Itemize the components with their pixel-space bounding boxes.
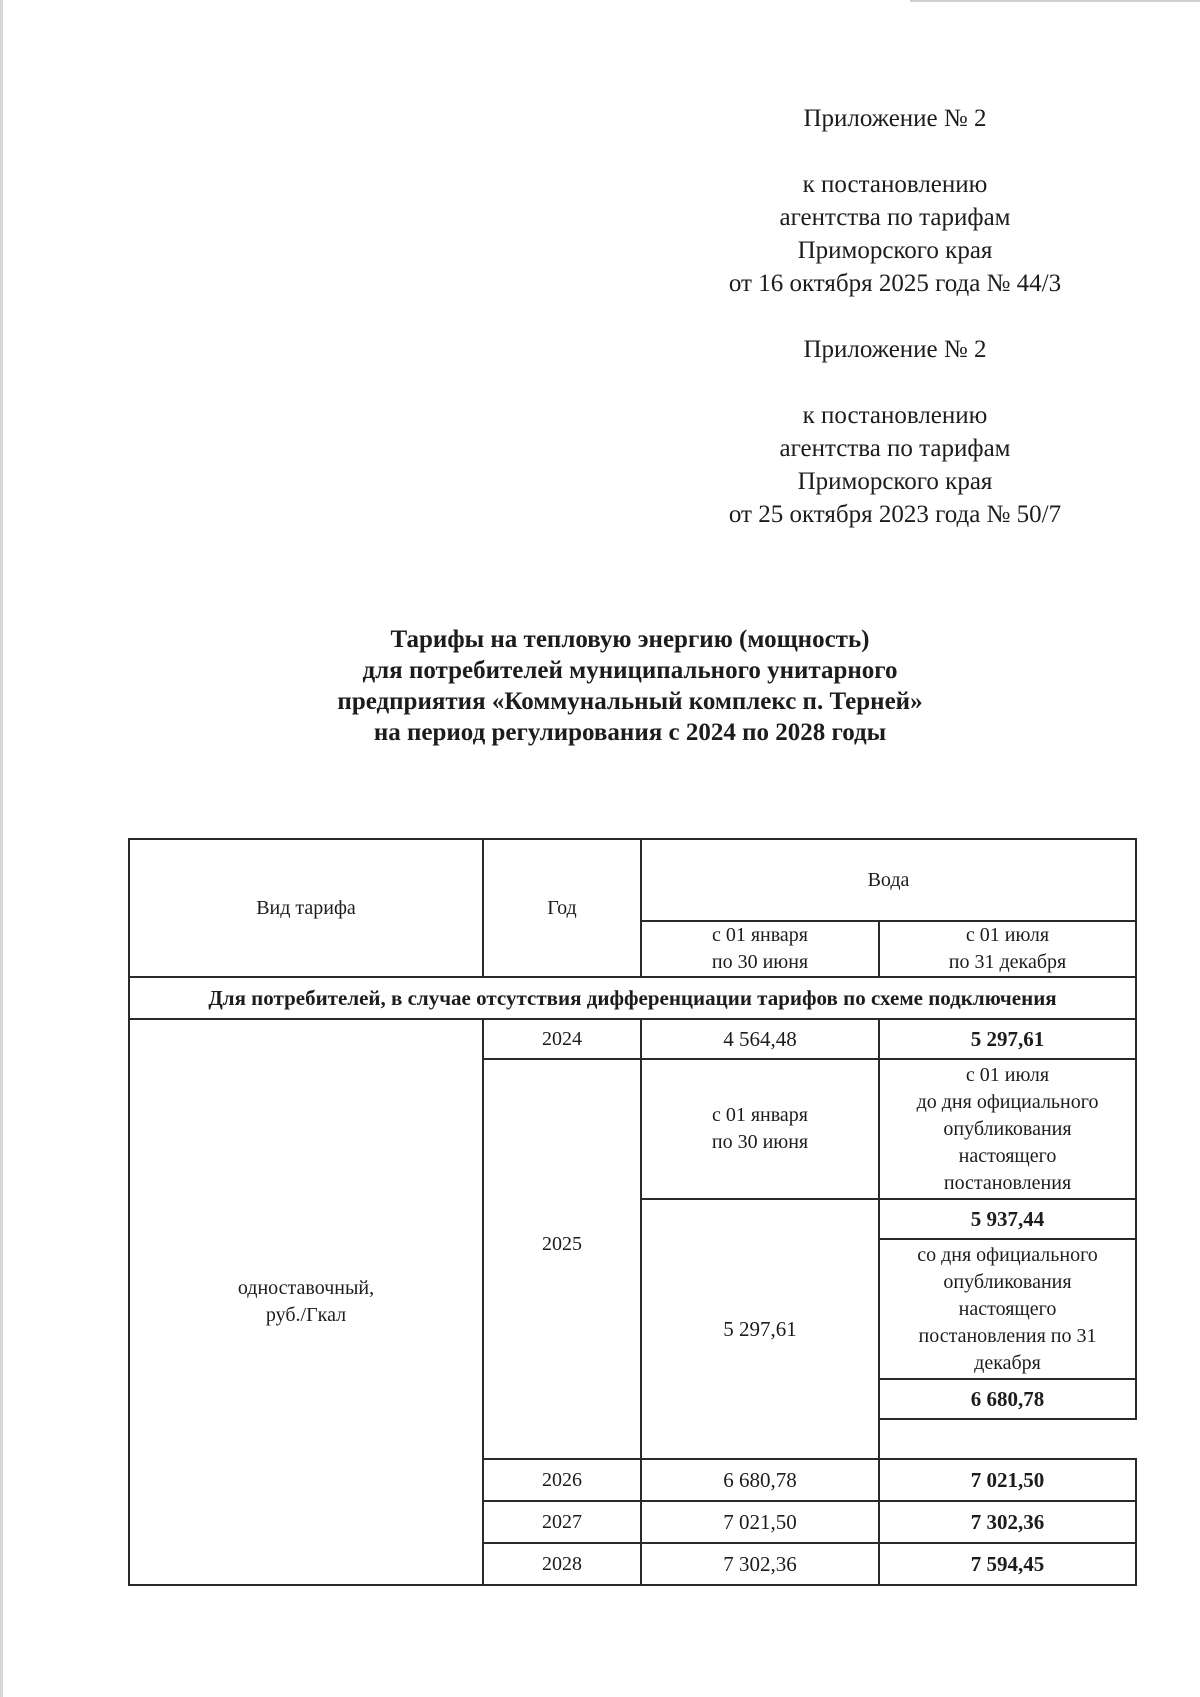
- appendix-line: от 16 октября 2025 года № 44/3: [728, 270, 1062, 297]
- appendix-line: Приморского края: [797, 468, 993, 495]
- year-cell: 2028: [483, 1543, 641, 1585]
- appendix-line: к постановлению: [802, 402, 988, 429]
- title-line: предприятия «Коммунальный комплекс п. Терней»: [337, 688, 923, 715]
- value-cell: 6 680,78: [641, 1459, 879, 1501]
- value-cell: 7 021,50: [879, 1459, 1136, 1501]
- page-top-line: [910, 0, 1200, 2]
- period-cell: с 01 января по 30 июня: [641, 1059, 879, 1199]
- period-cell: со дня официального опубликования настоящего постановления по 31 декабря: [879, 1239, 1136, 1379]
- tariff-table: [128, 838, 1137, 1586]
- appendix-current-header: [630, 102, 1160, 300]
- header-tariff-type: Вид тарифа: [129, 839, 483, 977]
- page-edge-line: [0, 0, 3, 1697]
- header-water: Вода: [641, 839, 1136, 921]
- appendix-reference: [630, 399, 1160, 531]
- appendix-line: агентства по тарифам: [779, 204, 1011, 231]
- period-cell: с 01 июля до дня официального опубликования настоящего постановления: [879, 1059, 1136, 1199]
- tariff-name-cell: одноставочный, руб./Гкал: [129, 1019, 483, 1585]
- appendix-line: от 25 октября 2023 года № 50/7: [728, 501, 1062, 528]
- appendix-title: Приложение № 2: [803, 105, 987, 132]
- appendix-title: Приложение № 2: [803, 336, 987, 363]
- year-cell: 2027: [483, 1501, 641, 1543]
- appendix-line: к постановлению: [802, 171, 988, 198]
- value-cell: 5 297,61: [641, 1199, 879, 1459]
- value-cell: 7 302,36: [641, 1543, 879, 1585]
- appendix-original-header: [630, 333, 1160, 531]
- value-cell: 6 680,78: [879, 1379, 1136, 1419]
- title-line: для потребителей муниципального унитарного: [362, 657, 898, 684]
- value-cell: 7 302,36: [879, 1501, 1136, 1543]
- value-cell: 4 564,48: [641, 1019, 879, 1059]
- document-title: [150, 624, 1110, 748]
- value-cell: 5 297,61: [879, 1019, 1136, 1059]
- year-cell: 2026: [483, 1459, 641, 1501]
- appendix-reference: [630, 168, 1160, 300]
- value-cell: 7 021,50: [641, 1501, 879, 1543]
- year-cell: 2024: [483, 1019, 641, 1059]
- section-title: Для потребителей, в случае отсутствия дифференциации тарифов по схеме подключения: [129, 977, 1136, 1019]
- appendix-line: Приморского края: [797, 237, 993, 264]
- header-period-second-half: с 01 июля по 31 декабря: [879, 921, 1136, 977]
- appendix-line: агентства по тарифам: [779, 435, 1011, 462]
- header-year: Год: [483, 839, 641, 977]
- title-line: на период регулирования с 2024 по 2028 годы: [373, 719, 887, 746]
- value-cell: 7 594,45: [879, 1543, 1136, 1585]
- value-cell: 5 937,44: [879, 1199, 1136, 1239]
- year-cell: 2025: [483, 1059, 641, 1459]
- title-line: Тарифы на тепловую энергию (мощность): [390, 626, 870, 653]
- header-period-first-half: с 01 января по 30 июня: [641, 921, 879, 977]
